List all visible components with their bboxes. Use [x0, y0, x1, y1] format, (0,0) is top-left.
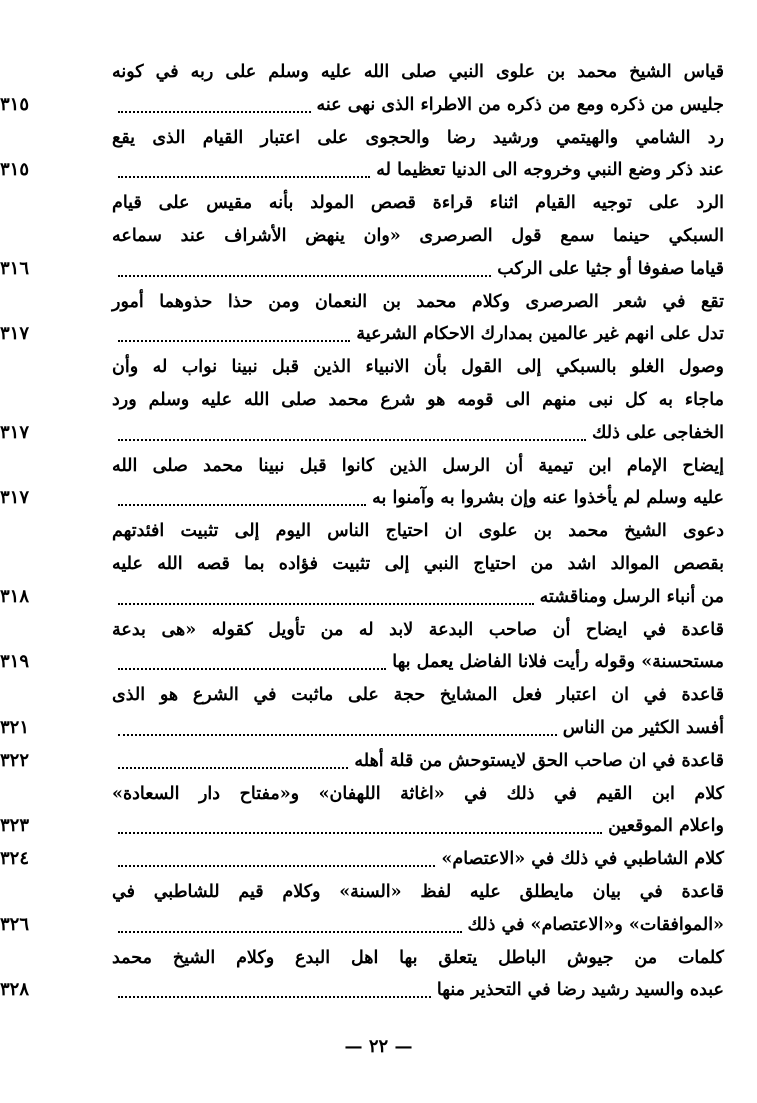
toc-entry: [0, 89, 724, 122]
dot-leader: [118, 110, 311, 113]
toc-page-number: ٣٢٣: [0, 815, 30, 837]
toc-page-number: ٣١٥: [0, 93, 30, 115]
toc-entry-text: واعلام الموقعين: [608, 816, 724, 837]
toc-entry: [112, 679, 724, 712]
toc-entry-text: كلام الشاطبي في ذلك في «الاعتصام»: [441, 849, 724, 870]
toc-entry-text: مستحسنة» وقوله رأيت فلانا الفاضل يعمل بها: [392, 652, 724, 673]
toc-entry: [0, 581, 724, 614]
toc-entry: [112, 876, 724, 909]
toc-entry: [112, 220, 724, 253]
toc-entry-text: تدل على انهم غير عالمين بمدارك الاحكام الشرعية: [356, 324, 724, 345]
toc-entry-text: وصول الغلو بالسبكي إلى القول بأن الانبياء الذين قبل نبينا نواب له وأن: [112, 357, 724, 378]
dot-leader: [118, 667, 386, 670]
dot-leader: [118, 503, 366, 506]
toc-entry: [0, 909, 724, 942]
toc-entry: [0, 745, 724, 778]
toc-entry: [0, 843, 724, 876]
toc-entry: [112, 286, 724, 319]
dot-leader: [118, 175, 370, 178]
toc-page-number: ٣٢٤: [0, 848, 30, 870]
toc-entry-text: قاعدة في ايضاح أن صاحب البدعة لابد له من تأويل كقوله «هى بدعة: [112, 619, 724, 640]
toc-entry: [112, 122, 724, 155]
dot-leader: [118, 995, 431, 998]
dot-leader: [118, 930, 462, 933]
toc-entry: [112, 778, 724, 811]
toc-entry: [0, 646, 724, 679]
dot-leader: [118, 339, 350, 342]
toc-entry: [112, 351, 724, 384]
toc-page-number: ٣٢٨: [0, 979, 30, 1001]
toc-entry: [112, 942, 724, 975]
toc-page-number: ٣١٧: [0, 421, 30, 443]
toc-page-number: ٣١٨: [0, 585, 30, 607]
toc-entry: [112, 450, 724, 483]
toc-page-number: ٣١٧: [0, 323, 30, 345]
toc-entry-text: قاعدة في ان صاحب الحق لايستوحش من قلة أهله: [354, 750, 724, 771]
toc-entry: [0, 253, 724, 286]
toc-page-number: ٣٢٢: [0, 749, 30, 771]
toc-entry-text: كلمات من جيوش الباطل يتعلق بها اهل البدع وكلام الشيخ محمد: [112, 947, 724, 968]
toc-page-number: ٣١٧: [0, 487, 30, 509]
toc-entry: [112, 548, 724, 581]
toc-entry-text: قاعدة في بيان مايطلق عليه لفظ «السنة» وكلام قيم للشاطبي في: [112, 881, 724, 902]
toc-page-number: ٣١٥: [0, 159, 30, 181]
toc-entry-text: قياس الشيخ محمد بن علوى النبي صلى الله عليه وسلم على ربه في كونه: [112, 62, 724, 82]
toc-entry-text: عند ذكر وضع النبي وخروجه الى الدنيا تعظيما له: [376, 160, 724, 181]
dot-leader: [118, 602, 534, 605]
toc-entry-text: عليه وسلم لم يأخذوا عنه وإن بشروا به وآمنوا به: [372, 488, 724, 509]
toc-page-number: ٣٢٦: [0, 913, 30, 935]
toc-entry-text: تقع في شعر الصرصرى وكلام محمد بن النعمان ومن حذا حذوهما أمور: [112, 291, 724, 312]
toc-entry-text: جليس من ذكره ومع من ذكره من الاطراء الذى نهى عنه: [316, 94, 724, 115]
toc-page-number: ٣٢١: [0, 716, 30, 738]
toc-entry-text: قياما صفوفا أو جثيا على الركب: [497, 258, 724, 279]
toc-entry-text: من أنباء الرسل ومناقشته: [539, 586, 724, 607]
dot-leader: [118, 274, 491, 277]
toc-entry-text: «الموافقات» و«الاعتصام» في ذلك: [467, 914, 724, 935]
toc-entry-text: كلام ابن القيم في ذلك في «اغاثة اللهفان» و«مفتاح دار السعادة»: [112, 783, 724, 804]
toc-entry: [0, 482, 724, 515]
dot-leader: [118, 733, 557, 736]
toc-entry: [112, 56, 724, 89]
toc-entry-text: رد الشامي والهيتمي ورشيد رضا والحجوى على اعتبار القيام الذى يقع: [112, 127, 724, 148]
toc-entry: [112, 384, 724, 417]
toc-entry: [112, 614, 724, 647]
toc-entry: [0, 318, 724, 351]
toc-entry-text: الخفاجى على ذلك: [592, 422, 724, 443]
dot-leader: [118, 438, 586, 441]
table-of-contents: [0, 56, 724, 1007]
toc-entry: [0, 154, 724, 187]
toc-entry: [112, 515, 724, 548]
toc-entry-text: دعوى الشيخ محمد بن علوى ان احتياج الناس اليوم إلى تثبيت افئدتهم: [112, 521, 724, 542]
page-number: — ٢٢ —: [344, 1036, 413, 1057]
toc-entry: [112, 187, 724, 220]
toc-entry: [0, 712, 724, 745]
toc-entry-text: بقصص الموالد اشد من احتياج النبي إلى تثبيت فؤاده بما قصه الله عليه: [112, 553, 724, 574]
dot-leader: [118, 831, 602, 834]
toc-entry-text: السبكي حينما سمع قول الصرصرى «وان ينهض الأشراف عند سماعه: [112, 225, 724, 246]
toc-page-number: ٣١٩: [0, 651, 30, 673]
dot-leader: [118, 864, 435, 867]
toc-entry-text: قاعدة في ان اعتبار فعل المشايخ حجة على ماثبت في الشرع هو الذى: [112, 685, 724, 706]
toc-page-number: ٣١٦: [0, 257, 30, 279]
toc-entry-text: إيضاح الإمام ابن تيمية أن الرسل الذين كانوا قبل نبينا محمد صلى الله: [112, 455, 724, 476]
toc-entry: [0, 810, 724, 843]
toc-entry-text: ماجاء به كل نبى منهم الى قومه هو شرع محمد صلى الله عليه وسلم ورد: [112, 389, 724, 410]
toc-entry-text: الرد على توجيه القيام اثناء قراءة قصص المولد بأنه مقيس على قيام: [112, 193, 724, 214]
toc-entry: [0, 974, 724, 1007]
dot-leader: [118, 766, 348, 769]
toc-entry-text: عبده والسيد رشيد رضا في التحذير منها: [436, 980, 724, 1001]
toc-entry: [0, 417, 724, 450]
toc-entry-text: أفسد الكثير من الناس: [562, 717, 724, 738]
